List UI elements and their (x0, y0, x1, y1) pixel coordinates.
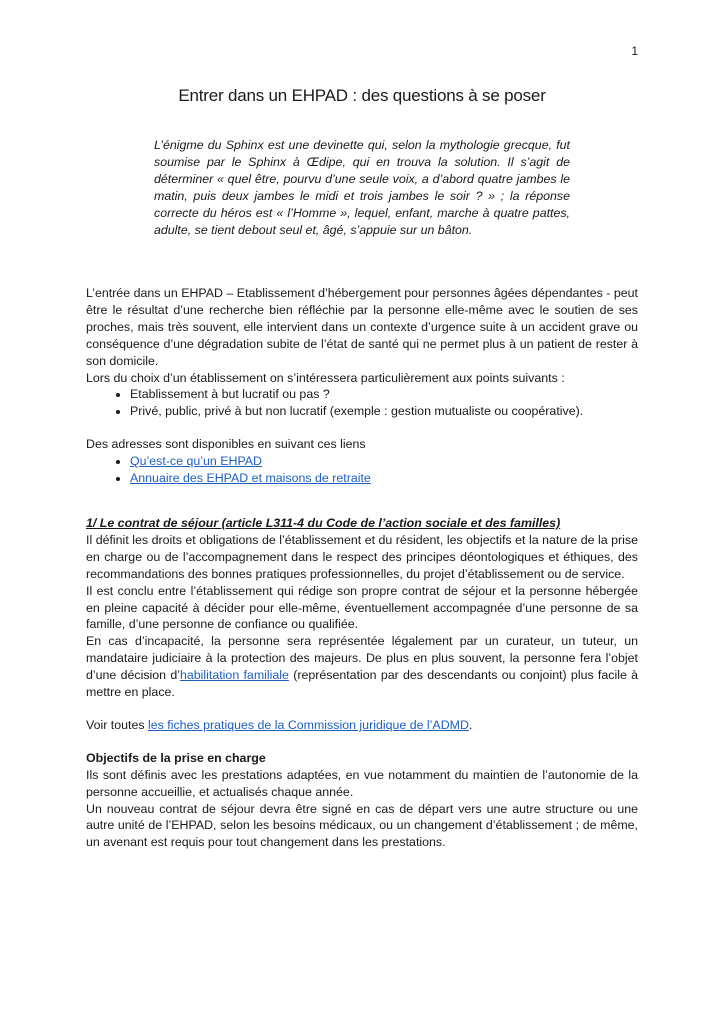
contract-paragraph-3: En cas d’incapacité, la personne sera représentée légalement par un curateur, un tuteur, un mandataire judiciaire à la protection des majeurs. De plus en plus souvent, la personne fera l’objet d’une décision d’habilitation familiale (représentation par des descendants ou conjoint) plus facile à mettre en place. (86, 634, 639, 700)
list-item: • Etablissement à but lucratif ou pas ? (130, 386, 638, 403)
contract-paragraph-1: Il définit les droits et obligations de l’établissement et du résident, les objectifs et la nature de la prise en charge ou de l’accompagnement dans le respect des principes déontologiques et éthiques, des recommandations des bonnes pratiques professionnelles, du projet d’établissement ou de service. (86, 532, 638, 581)
page-title: Entrer dans un EHPAD : des questions à se poser (178, 86, 546, 105)
objectives-paragraph-2: Un nouveau contrat de séjour devra être signé en cas de départ vers une autre structure ou une autre unité de l’EHPAD, selon les besoins médicaux, ou un changement d’établissement ; de même, un avenant est requis pour tout changement dans les prestations. (86, 801, 638, 850)
epigraph-quote: L’énigme du Sphinx est une devinette qui, selon la mythologie grecque, fut soumise par le Sphinx à Œdipe, qui en trouva la solution. Il s’agit de déterminer « quel être, pourvu d’une seule voix, a d’abord quatre jambes le matin, puis deux jambes le midi et trois jambes le soir ? » ; la réponse correcte du héros est « l’Homme », lequel, enfant, marche à quatre pattes, adulte, se tient debout seul et, âgé, s’appuie sur un bâton. (154, 138, 570, 237)
list-item (130, 470, 638, 487)
link-ehpad-directory[interactable]: Annuaire des EHPAD et maisons de retraite (130, 471, 371, 486)
see-all-line: Voir toutes les fiches pratiques de la Commission juridique de l’ADMD. (86, 717, 473, 732)
document-body (86, 285, 638, 851)
link-practical-sheets[interactable]: les fiches pratiques de la Commission juridique de l’ADMD (148, 717, 469, 732)
contract-paragraph-2: Il est conclu entre l’établissement qui rédige son propre contrat de séjour et la personne hébergée en pleine capacité à décider pour elle-même, éventuellement accompagnée d’une personne de sa famille, d’une personne de confiance ou qualifiée. (86, 583, 638, 632)
links-intro: Des adresses sont disponibles en suivant ces liens (86, 437, 366, 452)
criteria-list (86, 386, 638, 420)
objectives-paragraph-1: Ils sont définis avec les prestations adaptées, en vue notamment du maintien de l’autonomie de la personne accueillie, et actualisés chaque année. (86, 767, 638, 799)
links-list (86, 453, 638, 487)
section-heading-objectives: Objectifs de la prise en charge (86, 750, 266, 765)
link-what-is-ehpad[interactable]: Qu’est-ce qu’un EHPAD (130, 454, 262, 469)
link-habilitation-familiale[interactable]: habilitation familiale (179, 668, 289, 683)
page-number: 1 (631, 44, 638, 58)
choice-intro: Lors du choix d’un établissement on s’intéressera particulièrement aux points suivants : (86, 370, 565, 385)
intro-paragraph: L’entrée dans un EHPAD – Etablissement d’hébergement pour personnes âgées dépendantes - peut être le résultat d’une recherche bien réfléchie par la personne elle-même avec le soutien de ses proches, mais très souvent, elle intervient dans un contexte d’urgence suite à un accident grave ou conséquence d’une dégradation subite de l’état de santé qui ne permet plus à un patient de rester à son domicile. (86, 286, 638, 368)
list-item: • Privé, public, privé à but non lucratif (exemple : gestion mutualiste ou coopérative). (130, 403, 638, 420)
list-item (130, 453, 638, 470)
section-heading-contract: 1/ Le contrat de séjour (article L311-4 du Code de l’action sociale et des familles) (86, 515, 561, 530)
